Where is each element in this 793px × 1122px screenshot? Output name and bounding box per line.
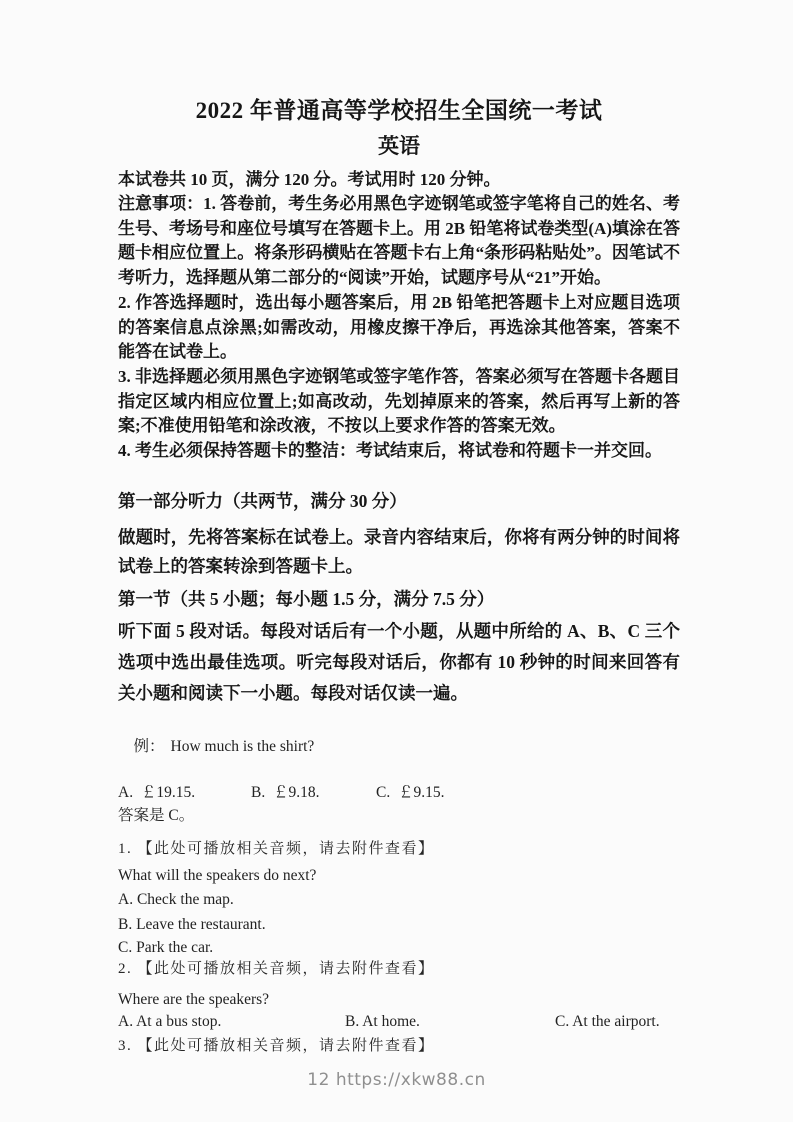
example-options-row — [118, 782, 680, 803]
example-question-line — [118, 715, 680, 778]
notice-paragraph-1: 注意事项：1. 答卷前，考生务必用黑色字迹钢笔或签字笔将自己的姓名、考生号、考场号和座位号填写在答题卡上。用 2B 铅笔将试卷类型(A)填涂在答题卡相应位置上。将条形码横贴在答题卡右上角“条形码粘贴处”。因笔试不考听力，选择题从第二部分的“阅读”开始，试题序号从“21”开始。 — [118, 194, 680, 288]
question-1-option-a: A. Check the map. — [118, 890, 234, 908]
listening-part-instructions: 做题时，先将答案标在试卷上。录音内容结束后，你将有两分钟的时间将试卷上的答案转涂到答题卡上。 — [118, 526, 680, 576]
question-1-audio-note: 1. 【此处可播放相关音频，请去附件查看】 — [118, 840, 435, 857]
example-question: How much is the shirt? — [170, 737, 315, 755]
exam-info-line: 本试卷共 10 页，满分 120 分。考试用时 120 分钟。 — [118, 170, 501, 189]
listening-section-instructions: 听下面 5 段对话。每段对话后有一个小题，从题中所给的 A、B、C 三个选项中选出最佳选项。听完每段对话后，你都有 10 秒钟的时间来回答有关小题和阅读下一小题。每段对话仅读一遍。 — [118, 620, 680, 703]
listening-section-heading: 第一节（共 5 小题；每小题 1.5 分，满分 7.5 分） — [118, 588, 495, 609]
question-1-option-c: C. Park the car. — [118, 938, 214, 956]
notice-paragraph-3: 3. 非选择题必须用黑色字迹钢笔或签字笔作答，答案必须写在答题卡各题目指定区域内相应位置上;如高改动，先划掉原来的答案，然后再写上新的答案;不准使用铅笔和涂改液，不按以上要求作答的答案无效。 — [118, 366, 680, 436]
example-option-c: C. ￡9.15. — [376, 783, 445, 801]
question-2-options-row — [118, 1011, 680, 1032]
example-answer: 答案是 C。 — [118, 806, 195, 824]
listening-part-heading: 第一部分听力（共两节，满分 30 分） — [118, 490, 407, 511]
question-1-text: What will the speakers do next? — [118, 866, 317, 884]
question-2-text: Where are the speakers? — [118, 990, 270, 1008]
page-footer: 12 https://xkw88.cn — [307, 1070, 486, 1090]
exam-subject: 英语 — [378, 134, 420, 158]
example-label: 例： — [133, 737, 165, 755]
question-2-option-a: A. At a bus stop. — [118, 1012, 222, 1030]
notice-section — [118, 192, 680, 464]
notice-paragraph-4: 4. 考生必须保持答题卡的整洁：考试结束后，将试卷和符题卡一并交回。 — [118, 441, 662, 461]
exam-title: 2022 年普通高等学校招生全国统一考试 — [195, 98, 603, 123]
question-2-audio-note: 2. 【此处可播放相关音频，请去附件查看】 — [118, 960, 435, 977]
question-3-audio-note: 3. 【此处可播放相关音频，请去附件查看】 — [118, 1037, 435, 1054]
notice-paragraph-2: 2. 作答选择题时，选出每小题答案后，用 2B 铅笔把答题卡上对应题目选项的答案信息点涂黑;如需改动，用橡皮擦干净后，再选涂其他答案，答案不能答在试卷上。 — [118, 292, 680, 362]
question-2-option-b: B. At home. — [345, 1012, 420, 1030]
example-option-a: A. ￡19.15. — [118, 783, 196, 801]
example-option-b: B. ￡9.18. — [251, 783, 320, 801]
question-2-option-c: C. At the airport. — [555, 1012, 660, 1030]
question-1-option-b: B. Leave the restaurant. — [118, 915, 266, 933]
